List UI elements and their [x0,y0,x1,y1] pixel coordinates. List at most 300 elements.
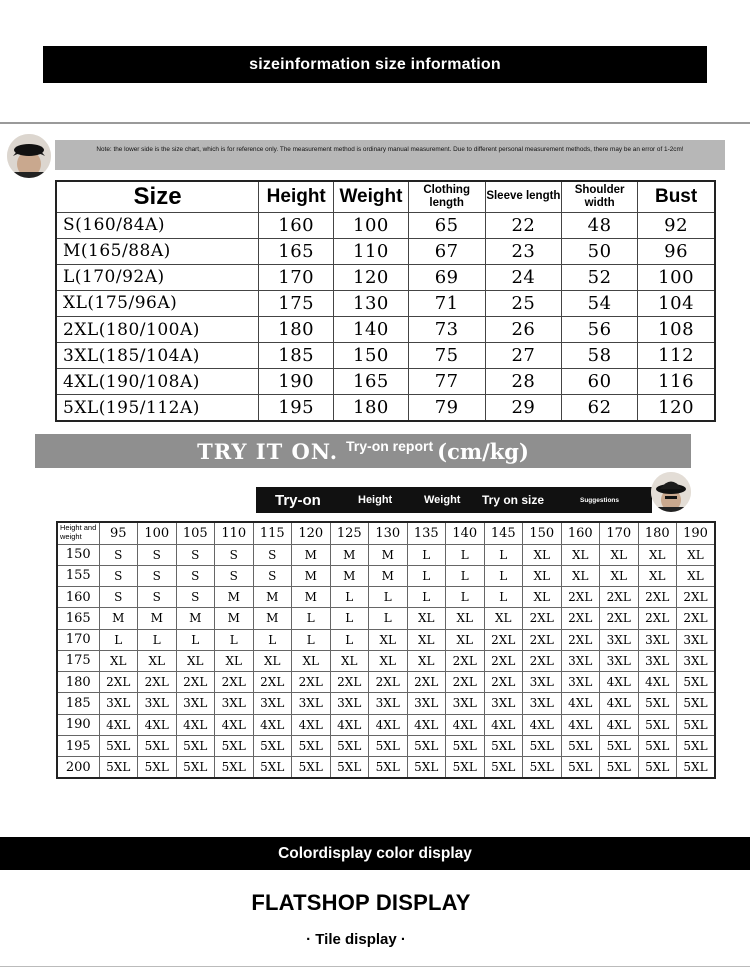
fit-size-cell: M [330,565,369,586]
fit-size-cell: M [369,544,408,565]
fit-size-cell: S [138,565,177,586]
size-chart-row [56,264,715,290]
fit-weight-header: 105 [176,522,215,544]
fit-size-cell: L [446,587,485,608]
fit-size-cell: 5XL [677,735,716,756]
fit-size-cell: M [99,608,138,629]
fit-size-cell: M [215,587,254,608]
size-chart-cell: 75 [408,343,485,369]
fit-size-cell: L [253,629,292,650]
measurement-note: Note: the lower side is the size chart, which is for reference only. The measurement method is ordinary manual measurement. Due to different personal measurement methods, there may be an error of 1-2cm! [55,140,725,170]
size-chart-cell: M(165/88A) [56,238,259,264]
header-height: Height [259,181,334,212]
fit-size-cell: 5XL [600,735,639,756]
fit-size-cell: 4XL [600,714,639,735]
fit-size-cell: L [292,608,331,629]
fit-weight-header: 150 [523,522,562,544]
model-avatar [7,134,51,178]
size-chart-cell: 2XL(180/100A) [56,317,259,343]
fit-size-cell: L [407,587,446,608]
fit-size-cell: XL [176,650,215,671]
fit-height-cell: 160 [57,587,99,608]
fit-size-cell: XL [99,650,138,671]
fit-size-cell: 5XL [600,757,639,778]
fit-size-cell: XL [253,650,292,671]
fit-chart-row [57,735,715,756]
size-chart-cell: 108 [638,317,715,343]
fit-size-cell: 5XL [407,757,446,778]
fit-size-cell: XL [677,565,716,586]
fit-height-cell: 175 [57,650,99,671]
fit-height-cell: 170 [57,629,99,650]
fit-weight-header: 100 [138,522,177,544]
fit-size-cell: 5XL [369,735,408,756]
fit-size-cell: 5XL [677,757,716,778]
fit-size-cell: 2XL [330,672,369,693]
fit-chart-row [57,565,715,586]
fit-size-cell: 5XL [561,757,600,778]
size-chart-cell: 120 [638,395,715,421]
size-chart-cell: 48 [562,212,638,238]
fit-size-cell: XL [369,629,408,650]
size-chart-cell: 22 [485,212,561,238]
size-chart-cell: 65 [408,212,485,238]
fit-size-cell: 5XL [369,757,408,778]
fit-size-cell: M [369,565,408,586]
suggestions-label: Suggestions [580,496,620,504]
fit-size-cell: M [292,587,331,608]
fit-size-cell: 5XL [292,757,331,778]
size-chart-cell: 170 [259,264,334,290]
fit-size-cell: XL [523,587,562,608]
bucket-hat-model-icon [651,472,691,512]
fit-size-cell: 5XL [138,735,177,756]
fit-corner-label: Height and weight [57,522,99,544]
fit-size-cell: XL [484,608,523,629]
size-chart-row [56,238,715,264]
fit-size-cell: S [253,565,292,586]
fit-size-cell: 3XL [677,629,716,650]
fit-size-cell: 2XL [638,587,677,608]
fit-size-cell: M [292,544,331,565]
fit-size-cell: 5XL [253,757,292,778]
fit-size-cell: S [99,544,138,565]
fit-size-cell: L [99,629,138,650]
fit-size-cell: 5XL [99,757,138,778]
fit-size-cell: 3XL [561,672,600,693]
size-chart-row [56,369,715,395]
size-chart-table [55,180,716,422]
fit-chart-row [57,693,715,714]
fit-size-cell: XL [638,565,677,586]
fit-size-cell: M [176,608,215,629]
fit-size-cell: 4XL [446,714,485,735]
fit-size-cell: XL [600,544,639,565]
fit-size-cell: 2XL [138,672,177,693]
fit-chart-row [57,650,715,671]
size-chart-cell: 54 [562,290,638,316]
fit-size-cell: 4XL [600,693,639,714]
header-shoulder-width: Shoulder width [562,181,638,212]
size-chart-row [56,395,715,421]
fit-weight-header: 180 [638,522,677,544]
fit-size-cell: 5XL [407,735,446,756]
fit-size-cell: XL [523,565,562,586]
fit-size-cell: 4XL [99,714,138,735]
size-chart-cell: 56 [562,317,638,343]
fit-height-cell: 155 [57,565,99,586]
color-display-banner: Colordisplay color display [0,837,750,870]
fit-size-cell: 4XL [600,672,639,693]
size-chart-cell: 165 [259,238,334,264]
fit-weight-header: 130 [369,522,408,544]
fit-size-cell: 3XL [677,650,716,671]
fit-size-cell: 3XL [600,629,639,650]
size-chart-cell: 104 [638,290,715,316]
fit-size-cell: S [99,587,138,608]
size-chart-row [56,343,715,369]
fit-size-cell: XL [523,544,562,565]
size-chart-cell: 60 [562,369,638,395]
size-chart-cell: 195 [259,395,334,421]
fit-size-cell: M [292,565,331,586]
fit-size-cell: 2XL [561,629,600,650]
fit-size-cell: L [484,587,523,608]
fit-size-cell: XL [446,608,485,629]
size-chart-cell: 180 [334,395,408,421]
header-size: Size [56,181,259,212]
model-avatar-secondary [651,472,691,512]
fit-chart-row [57,672,715,693]
fit-size-cell: 2XL [407,672,446,693]
fit-weight-header: 135 [407,522,446,544]
fit-size-cell: L [369,587,408,608]
fit-size-cell: 2XL [677,587,716,608]
fit-size-cell: XL [215,650,254,671]
fit-size-cell: 4XL [523,714,562,735]
fit-size-cell: 5XL [523,757,562,778]
fit-size-cell: 3XL [176,693,215,714]
size-chart-cell: L(170/92A) [56,264,259,290]
fit-chart-row [57,608,715,629]
fit-size-cell: XL [561,544,600,565]
fit-size-cell: 2XL [523,608,562,629]
size-chart-cell: 160 [259,212,334,238]
fit-size-cell: 2XL [523,629,562,650]
size-chart-cell: 26 [485,317,561,343]
fit-height-cell: 180 [57,672,99,693]
fit-size-cell: L [215,629,254,650]
fit-size-cell: S [215,544,254,565]
fit-chart-row [57,757,715,778]
fit-weight-header: 95 [99,522,138,544]
fit-size-cell: S [176,565,215,586]
fit-size-cell: 2XL [484,650,523,671]
fit-size-cell: S [138,544,177,565]
fit-size-cell: 4XL [561,693,600,714]
fit-size-cell: 2XL [369,672,408,693]
size-chart-cell: 165 [334,369,408,395]
fit-size-cell: 5XL [253,735,292,756]
size-chart-cell: 96 [638,238,715,264]
fit-size-cell: 5XL [330,735,369,756]
fit-size-cell: 5XL [215,735,254,756]
fit-weight-header: 110 [215,522,254,544]
fit-height-cell: 185 [57,693,99,714]
fit-size-cell: 5XL [292,735,331,756]
size-chart-cell: 180 [259,317,334,343]
size-chart-cell: 24 [485,264,561,290]
fit-size-cell: L [138,629,177,650]
fit-size-cell: 3XL [523,693,562,714]
tile-display-subtitle: · Tile display · [306,931,406,948]
fit-size-cell: 4XL [330,714,369,735]
size-chart-cell: 77 [408,369,485,395]
fit-size-cell: M [215,608,254,629]
fit-size-cell: XL [561,565,600,586]
fit-size-cell: 2XL [523,650,562,671]
fit-height-cell: 200 [57,757,99,778]
fit-size-cell: 2XL [677,608,716,629]
size-chart-row [56,290,715,316]
fit-size-cell: XL [638,544,677,565]
fit-size-cell: S [176,587,215,608]
fit-size-cell: 4XL [561,714,600,735]
fit-size-cell: XL [446,629,485,650]
size-chart-cell: 92 [638,212,715,238]
fit-weight-header: 190 [677,522,716,544]
fit-size-cell: 5XL [99,735,138,756]
fit-size-cell: 5XL [330,757,369,778]
fit-size-cell: 5XL [484,757,523,778]
fit-chart-header-row [57,522,715,544]
fit-size-cell: 5XL [677,693,716,714]
fit-size-cell: 2XL [446,650,485,671]
size-chart-cell: 29 [485,395,561,421]
try-on-report-label: Try-on report [346,438,434,454]
fit-size-cell: M [253,587,292,608]
size-chart-cell: 67 [408,238,485,264]
fit-size-cell: 4XL [484,714,523,735]
size-chart-row [56,212,715,238]
fit-size-cell: 5XL [638,693,677,714]
fit-size-cell: 2XL [253,672,292,693]
fit-size-cell: 5XL [176,757,215,778]
fit-size-cell: 4XL [176,714,215,735]
fit-size-cell: 4XL [215,714,254,735]
fit-size-cell: 3XL [561,650,600,671]
fit-size-cell: S [138,587,177,608]
size-chart-cell: 185 [259,343,334,369]
fit-size-cell: L [407,544,446,565]
fit-weight-header: 145 [484,522,523,544]
fit-size-cell: 2XL [484,629,523,650]
fit-size-cell: 5XL [677,714,716,735]
fit-size-cell: S [99,565,138,586]
fit-size-cell: L [484,544,523,565]
fit-size-cell: 2XL [600,608,639,629]
fit-size-cell: L [446,544,485,565]
fit-size-cell: 2XL [638,608,677,629]
size-chart-cell: 23 [485,238,561,264]
fit-size-cell: L [446,565,485,586]
fit-weight-header: 170 [600,522,639,544]
size-chart-cell: 112 [638,343,715,369]
fit-size-cell: 3XL [253,693,292,714]
fit-size-cell: 3XL [523,672,562,693]
size-chart-cell: 100 [638,264,715,290]
fit-size-cell: XL [677,544,716,565]
fit-size-cell: XL [407,650,446,671]
fit-size-cell: 5XL [484,735,523,756]
fit-size-cell: XL [330,650,369,671]
fit-size-cell: 5XL [523,735,562,756]
fit-size-cell: S [176,544,215,565]
fit-size-cell: 3XL [600,650,639,671]
size-chart-cell: 73 [408,317,485,343]
size-chart-cell: 5XL(195/112A) [56,395,259,421]
size-chart-cell: 25 [485,290,561,316]
size-chart-cell: 27 [485,343,561,369]
fit-size-cell: 3XL [99,693,138,714]
header-sleeve-length: Sleeve length [485,181,561,212]
fit-chart-table [56,521,716,779]
fit-size-cell: L [407,565,446,586]
fit-size-cell: 5XL [638,735,677,756]
fit-size-cell: XL [600,565,639,586]
weight-label: Weight [424,494,461,506]
size-chart-cell: 79 [408,395,485,421]
size-chart-cell: 69 [408,264,485,290]
fit-size-cell: 3XL [407,693,446,714]
unit-label: (cm/kg) [437,438,529,464]
fit-size-cell: 3XL [138,693,177,714]
fit-chart-row [57,629,715,650]
fit-size-cell: XL [292,650,331,671]
size-chart-cell: 3XL(185/104A) [56,343,259,369]
fit-size-cell: 3XL [369,693,408,714]
fit-size-cell: L [330,629,369,650]
size-chart-cell: 4XL(190/108A) [56,369,259,395]
fit-size-cell: 3XL [215,693,254,714]
fit-weight-header: 115 [253,522,292,544]
fit-size-cell: 2XL [561,608,600,629]
size-chart-cell: 175 [259,290,334,316]
size-chart-cell: 140 [334,317,408,343]
size-chart-cell: 100 [334,212,408,238]
size-chart-cell: 120 [334,264,408,290]
model-avatar-icon [7,134,51,178]
try-on-header-bar [256,487,652,513]
size-chart-cell: 110 [334,238,408,264]
fit-chart-row [57,544,715,565]
fit-chart-row [57,714,715,735]
fit-size-cell: 4XL [138,714,177,735]
fit-size-cell: S [215,565,254,586]
fit-size-cell: XL [407,608,446,629]
header-bust: Bust [638,181,715,212]
fit-size-cell: S [253,544,292,565]
size-chart-cell: 58 [562,343,638,369]
header-weight: Weight [334,181,408,212]
fit-size-cell: M [253,608,292,629]
size-chart-cell: 50 [562,238,638,264]
size-chart-cell: 150 [334,343,408,369]
fit-size-cell: 5XL [638,714,677,735]
try-it-on-title: TRY IT ON. [197,438,339,464]
fit-height-cell: 190 [57,714,99,735]
size-chart-cell: 116 [638,369,715,395]
fit-weight-header: 160 [561,522,600,544]
fit-size-cell: M [330,544,369,565]
fit-size-cell: XL [138,650,177,671]
fit-height-cell: 165 [57,608,99,629]
fit-size-cell: 2XL [99,672,138,693]
fit-size-cell: 2XL [600,587,639,608]
fit-size-cell: 2XL [561,587,600,608]
fit-chart-row [57,587,715,608]
fit-size-cell: 4XL [369,714,408,735]
size-chart-cell: 71 [408,290,485,316]
fit-size-cell: 2XL [215,672,254,693]
fit-size-cell: 5XL [677,672,716,693]
fit-size-cell: XL [407,629,446,650]
try-on-label: Try-on [275,491,321,509]
fit-size-cell: 3XL [638,650,677,671]
size-chart-cell: 190 [259,369,334,395]
fit-size-cell: 5XL [215,757,254,778]
fit-size-cell: L [330,587,369,608]
fit-size-cell: 2XL [446,672,485,693]
height-label: Height [358,494,393,506]
fit-size-cell: 5XL [446,735,485,756]
fit-size-cell: 4XL [292,714,331,735]
fit-size-cell: 3XL [330,693,369,714]
fit-size-cell: 3XL [292,693,331,714]
fit-size-cell: 4XL [253,714,292,735]
size-chart-cell: 130 [334,290,408,316]
try-on-size-label: Try on size [482,493,545,507]
fit-size-cell: 4XL [407,714,446,735]
header-clothing-length: Clothing length [408,181,485,212]
size-chart-cell: 28 [485,369,561,395]
fit-size-cell: L [369,608,408,629]
fit-size-cell: L [330,608,369,629]
bottom-divider-rule [0,966,750,967]
fit-weight-header: 120 [292,522,331,544]
size-chart-cell: 62 [562,395,638,421]
fit-size-cell: M [138,608,177,629]
fit-size-cell: 5XL [638,757,677,778]
fit-size-cell: 2XL [484,672,523,693]
fit-size-cell: 3XL [446,693,485,714]
flatshop-display-title: FLATSHOP DISPLAY [251,890,471,915]
divider-rule [0,122,750,124]
fit-weight-header: 125 [330,522,369,544]
size-chart-row [56,317,715,343]
fit-height-cell: 150 [57,544,99,565]
fit-size-cell: 5XL [446,757,485,778]
fit-weight-header: 140 [446,522,485,544]
fit-size-cell: 5XL [138,757,177,778]
fit-size-cell: 5XL [561,735,600,756]
fit-size-cell: 2XL [292,672,331,693]
fit-size-cell: 3XL [638,629,677,650]
fit-height-cell: 195 [57,735,99,756]
fit-size-cell: 2XL [176,672,215,693]
fit-size-cell: L [292,629,331,650]
try-it-on-banner [35,434,691,468]
